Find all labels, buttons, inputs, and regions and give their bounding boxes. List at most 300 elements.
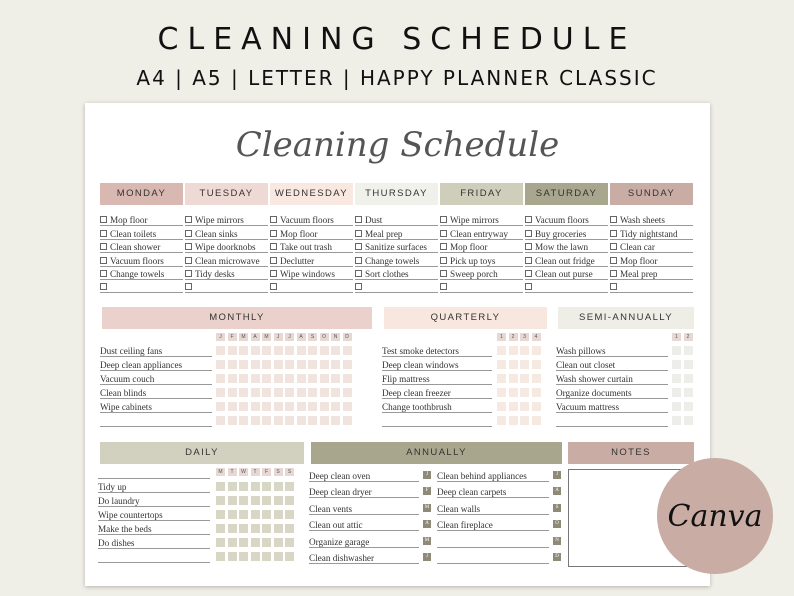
task-label: Mop floor xyxy=(620,255,658,266)
day-header: TUESDAY xyxy=(185,183,268,205)
checkbox[interactable] xyxy=(285,388,294,397)
semi-annually-header: SEMI-ANNUALLY xyxy=(558,307,694,329)
checkbox-row xyxy=(216,549,297,563)
checkbox[interactable] xyxy=(285,374,294,383)
day-task-row xyxy=(525,280,608,293)
checkbox[interactable] xyxy=(343,402,352,411)
checkbox[interactable] xyxy=(520,402,529,411)
checkbox[interactable] xyxy=(274,538,283,547)
task-checkbox[interactable] xyxy=(525,216,532,223)
checkbox[interactable] xyxy=(285,552,294,561)
column-letter: 1 xyxy=(497,333,506,341)
monthly-month-letters xyxy=(216,333,354,341)
month-tag: F xyxy=(423,487,431,495)
task-label: Tidy up xyxy=(98,482,127,492)
checkbox[interactable] xyxy=(262,402,271,411)
checkbox-row xyxy=(672,357,695,371)
task-checkbox[interactable] xyxy=(610,283,617,290)
task-checkbox[interactable] xyxy=(610,216,617,223)
checkbox[interactable] xyxy=(308,360,317,369)
task-checkbox[interactable] xyxy=(355,283,362,290)
task-label: Clean behind appliances xyxy=(437,470,527,481)
checkbox[interactable] xyxy=(251,482,260,491)
checkbox[interactable] xyxy=(520,374,529,383)
checkbox[interactable] xyxy=(297,360,306,369)
checkbox[interactable] xyxy=(285,524,294,533)
task-row xyxy=(382,385,492,399)
checkbox[interactable] xyxy=(239,538,248,547)
task-checkbox[interactable] xyxy=(440,243,447,250)
task-checkbox[interactable] xyxy=(525,257,532,264)
checkbox[interactable] xyxy=(216,360,225,369)
task-label: Sanitize surfaces xyxy=(365,242,427,253)
task-row xyxy=(100,371,212,385)
task-label: Tidy nightstand xyxy=(620,228,678,239)
checkbox[interactable] xyxy=(285,496,294,505)
task-row xyxy=(98,521,210,535)
task-row xyxy=(556,371,668,385)
task-checkbox[interactable] xyxy=(100,257,107,264)
semi-annually-task-list xyxy=(556,343,668,427)
column-letter: 2 xyxy=(684,333,693,341)
checkbox[interactable] xyxy=(239,346,248,355)
task-checkbox[interactable] xyxy=(270,243,277,250)
task-checkbox[interactable] xyxy=(270,257,277,264)
task-checkbox[interactable] xyxy=(440,230,447,237)
checkbox[interactable] xyxy=(532,416,541,425)
checkbox-row xyxy=(216,535,297,549)
day-task-row xyxy=(270,240,353,253)
checkbox[interactable] xyxy=(274,482,283,491)
task-checkbox[interactable] xyxy=(185,230,192,237)
checkbox[interactable] xyxy=(297,416,306,425)
checkbox[interactable] xyxy=(532,360,541,369)
task-checkbox[interactable] xyxy=(525,270,532,277)
monthly-checkbox-grid xyxy=(216,343,354,427)
task-label: Change towels xyxy=(365,255,420,266)
checkbox[interactable] xyxy=(320,360,329,369)
checkbox[interactable] xyxy=(509,416,518,425)
task-label: Wash sheets xyxy=(620,215,665,226)
checkbox[interactable] xyxy=(274,360,283,369)
checkbox[interactable] xyxy=(497,374,506,383)
checkbox[interactable] xyxy=(320,346,329,355)
checkbox-row xyxy=(497,385,543,399)
month-tag: A xyxy=(553,487,561,495)
checkbox[interactable] xyxy=(497,360,506,369)
checkbox[interactable] xyxy=(509,346,518,355)
task-checkbox[interactable] xyxy=(355,257,362,264)
checkbox[interactable] xyxy=(262,360,271,369)
column-letter: N xyxy=(331,333,340,341)
checkbox[interactable] xyxy=(239,524,248,533)
checkbox[interactable] xyxy=(285,416,294,425)
checkbox[interactable] xyxy=(216,374,225,383)
monthly-header: MONTHLY xyxy=(102,307,372,329)
task-label: Deep clean windows xyxy=(382,360,459,370)
task-label: Deep clean carpets xyxy=(437,487,507,497)
checkbox[interactable] xyxy=(216,524,225,533)
quarterly-header: QUARTERLY xyxy=(384,307,547,329)
semi-annually-checkbox-grid xyxy=(672,343,695,427)
checkbox-row xyxy=(216,521,297,535)
header-subtitle: A4 | A5 | LETTER | HAPPY PLANNER CLASSIC xyxy=(136,66,658,90)
checkbox[interactable] xyxy=(251,416,260,425)
sheet-title: Cleaning Schedule xyxy=(235,125,560,165)
column-letter: A xyxy=(297,333,306,341)
checkbox[interactable] xyxy=(239,510,248,519)
checkbox[interactable] xyxy=(684,402,693,411)
checkbox-row xyxy=(672,413,695,427)
checkbox[interactable] xyxy=(274,496,283,505)
checkbox[interactable] xyxy=(239,388,248,397)
task-label: Dust xyxy=(365,215,383,226)
annually-right-list xyxy=(437,465,559,564)
checkbox[interactable] xyxy=(672,346,681,355)
checkbox[interactable] xyxy=(297,402,306,411)
checkbox[interactable] xyxy=(251,360,260,369)
checkbox[interactable] xyxy=(497,388,506,397)
checkbox[interactable] xyxy=(216,552,225,561)
day-task-row xyxy=(610,240,693,253)
checkbox[interactable] xyxy=(320,416,329,425)
annual-task-row xyxy=(309,465,428,482)
checkbox[interactable] xyxy=(285,360,294,369)
checkbox[interactable] xyxy=(239,482,248,491)
task-label: Organize documents xyxy=(556,388,632,398)
checkbox[interactable] xyxy=(262,388,271,397)
checkbox[interactable] xyxy=(520,388,529,397)
task-label: Clean sinks xyxy=(195,228,238,239)
column-letter: D xyxy=(343,333,352,341)
checkbox[interactable] xyxy=(532,374,541,383)
task-label: Take out trash xyxy=(280,242,332,253)
annually-left-list xyxy=(309,465,430,564)
checkbox[interactable] xyxy=(497,346,506,355)
checkbox[interactable] xyxy=(228,538,237,547)
checkbox[interactable] xyxy=(285,510,294,519)
checkbox[interactable] xyxy=(251,374,260,383)
task-checkbox[interactable] xyxy=(100,216,107,223)
checkbox[interactable] xyxy=(216,416,225,425)
checkbox[interactable] xyxy=(343,360,352,369)
checkbox[interactable] xyxy=(228,360,237,369)
task-checkbox[interactable] xyxy=(610,243,617,250)
checkbox[interactable] xyxy=(684,388,693,397)
day-task-row xyxy=(270,253,353,266)
task-row xyxy=(556,399,668,413)
day-task-row xyxy=(185,240,268,253)
checkbox[interactable] xyxy=(262,510,271,519)
checkbox[interactable] xyxy=(684,416,693,425)
day-task-row xyxy=(185,267,268,280)
checkbox[interactable] xyxy=(331,374,340,383)
task-checkbox[interactable] xyxy=(270,270,277,277)
checkbox[interactable] xyxy=(239,402,248,411)
checkbox[interactable] xyxy=(297,374,306,383)
task-row xyxy=(556,413,668,427)
checkbox[interactable] xyxy=(672,416,681,425)
day-task-row xyxy=(270,213,353,226)
annual-task-row xyxy=(309,548,428,565)
task-label: Tidy desks xyxy=(195,268,235,279)
task-label: Sweep porch xyxy=(450,268,498,279)
checkbox[interactable] xyxy=(343,346,352,355)
task-label: Deep clean appliances xyxy=(100,360,183,370)
day-column xyxy=(355,183,438,293)
task-row xyxy=(100,413,212,427)
checkbox[interactable] xyxy=(228,482,237,491)
day-task-list xyxy=(525,213,608,293)
day-task-row xyxy=(610,213,693,226)
annual-task-row xyxy=(437,515,559,532)
annual-task-row xyxy=(437,548,559,565)
day-task-row xyxy=(100,226,183,239)
checkbox[interactable] xyxy=(532,402,541,411)
day-task-row xyxy=(185,253,268,266)
task-checkbox[interactable] xyxy=(610,270,617,277)
checkbox[interactable] xyxy=(239,496,248,505)
task-checkbox[interactable] xyxy=(355,216,362,223)
task-label: Wipe doorknobs xyxy=(195,242,256,253)
task-label: Declutter xyxy=(280,255,315,266)
checkbox[interactable] xyxy=(262,496,271,505)
daily-weekday-letters xyxy=(216,468,297,476)
checkbox[interactable] xyxy=(285,538,294,547)
checkbox[interactable] xyxy=(532,388,541,397)
checkbox[interactable] xyxy=(251,510,260,519)
checkbox[interactable] xyxy=(684,346,693,355)
checkbox[interactable] xyxy=(331,388,340,397)
day-task-row xyxy=(185,280,268,293)
task-label: Wipe mirrors xyxy=(195,215,244,226)
checkbox[interactable] xyxy=(274,510,283,519)
task-row xyxy=(556,385,668,399)
checkbox[interactable] xyxy=(497,402,506,411)
checkbox[interactable] xyxy=(497,416,506,425)
checkbox[interactable] xyxy=(239,374,248,383)
checkbox[interactable] xyxy=(251,496,260,505)
day-task-row xyxy=(610,280,693,293)
task-label: Mop floor xyxy=(110,215,148,226)
checkbox[interactable] xyxy=(320,388,329,397)
checkbox[interactable] xyxy=(684,374,693,383)
checkbox[interactable] xyxy=(228,374,237,383)
task-label: Do laundry xyxy=(98,496,140,506)
checkbox[interactable] xyxy=(520,346,529,355)
checkbox[interactable] xyxy=(216,538,225,547)
column-letter: F xyxy=(262,468,271,476)
checkbox[interactable] xyxy=(216,388,225,397)
task-checkbox[interactable] xyxy=(100,283,107,290)
task-checkbox[interactable] xyxy=(185,216,192,223)
checkbox[interactable] xyxy=(672,402,681,411)
column-letter: W xyxy=(239,468,248,476)
checkbox[interactable] xyxy=(274,552,283,561)
checkbox[interactable] xyxy=(262,482,271,491)
checkbox[interactable] xyxy=(274,374,283,383)
checkbox[interactable] xyxy=(320,402,329,411)
task-checkbox[interactable] xyxy=(440,216,447,223)
day-task-row xyxy=(100,267,183,280)
checkbox[interactable] xyxy=(251,524,260,533)
task-label: Clean out attic xyxy=(309,520,363,530)
checkbox[interactable] xyxy=(274,346,283,355)
task-label: Clean toilets xyxy=(110,228,157,239)
checkbox[interactable] xyxy=(308,388,317,397)
checkbox[interactable] xyxy=(308,346,317,355)
checkbox[interactable] xyxy=(509,402,518,411)
task-checkbox[interactable] xyxy=(270,283,277,290)
task-checkbox[interactable] xyxy=(355,270,362,277)
task-checkbox[interactable] xyxy=(610,257,617,264)
task-checkbox[interactable] xyxy=(185,283,192,290)
task-checkbox[interactable] xyxy=(185,257,192,264)
column-letter: J xyxy=(216,333,225,341)
checkbox[interactable] xyxy=(343,388,352,397)
checkbox[interactable] xyxy=(343,374,352,383)
checkbox[interactable] xyxy=(262,346,271,355)
month-tag: A xyxy=(423,520,431,528)
checkbox[interactable] xyxy=(331,360,340,369)
checkbox[interactable] xyxy=(228,552,237,561)
task-checkbox[interactable] xyxy=(525,243,532,250)
checkbox-row xyxy=(216,385,354,399)
checkbox[interactable] xyxy=(672,360,681,369)
checkbox[interactable] xyxy=(228,524,237,533)
day-task-row xyxy=(440,240,523,253)
day-task-row xyxy=(355,280,438,293)
task-checkbox[interactable] xyxy=(440,283,447,290)
task-label: Pick up toys xyxy=(450,255,496,266)
checkbox[interactable] xyxy=(251,388,260,397)
quarterly-checkbox-grid xyxy=(497,343,543,427)
checkbox[interactable] xyxy=(331,402,340,411)
checkbox[interactable] xyxy=(274,388,283,397)
checkbox[interactable] xyxy=(216,346,225,355)
checkbox[interactable] xyxy=(297,388,306,397)
checkbox[interactable] xyxy=(262,416,271,425)
day-header: THURSDAY xyxy=(355,183,438,205)
task-row xyxy=(100,399,212,413)
checkbox[interactable] xyxy=(239,552,248,561)
annual-task-row xyxy=(437,482,559,499)
checkbox[interactable] xyxy=(228,416,237,425)
task-checkbox[interactable] xyxy=(440,270,447,277)
checkbox[interactable] xyxy=(216,496,225,505)
checkbox[interactable] xyxy=(251,538,260,547)
checkbox[interactable] xyxy=(297,346,306,355)
checkbox[interactable] xyxy=(262,552,271,561)
checkbox[interactable] xyxy=(509,360,518,369)
checkbox[interactable] xyxy=(251,402,260,411)
checkbox[interactable] xyxy=(509,374,518,383)
task-checkbox[interactable] xyxy=(185,270,192,277)
checkbox[interactable] xyxy=(228,510,237,519)
checkbox[interactable] xyxy=(509,388,518,397)
day-header: WEDNESDAY xyxy=(270,183,353,205)
checkbox[interactable] xyxy=(239,360,248,369)
day-task-row xyxy=(440,267,523,280)
task-checkbox[interactable] xyxy=(610,230,617,237)
task-label: Mop floor xyxy=(450,242,488,253)
checkbox[interactable] xyxy=(228,346,237,355)
checkbox[interactable] xyxy=(672,388,681,397)
task-checkbox[interactable] xyxy=(355,243,362,250)
checkbox[interactable] xyxy=(285,482,294,491)
checkbox[interactable] xyxy=(285,402,294,411)
column-letter: S xyxy=(274,468,283,476)
checkbox[interactable] xyxy=(520,416,529,425)
checkbox[interactable] xyxy=(308,402,317,411)
checkbox[interactable] xyxy=(308,416,317,425)
checkbox[interactable] xyxy=(274,416,283,425)
checkbox[interactable] xyxy=(216,482,225,491)
checkbox-row xyxy=(672,385,695,399)
task-checkbox[interactable] xyxy=(100,243,107,250)
checkbox[interactable] xyxy=(520,360,529,369)
checkbox[interactable] xyxy=(251,346,260,355)
task-row xyxy=(382,343,492,357)
checkbox-row xyxy=(216,507,297,521)
task-checkbox[interactable] xyxy=(440,257,447,264)
checkbox-row xyxy=(672,343,695,357)
checkbox[interactable] xyxy=(331,346,340,355)
day-task-row xyxy=(100,213,183,226)
task-checkbox[interactable] xyxy=(100,270,107,277)
task-checkbox[interactable] xyxy=(525,230,532,237)
checkbox[interactable] xyxy=(216,402,225,411)
task-checkbox[interactable] xyxy=(100,230,107,237)
checkbox[interactable] xyxy=(228,496,237,505)
checkbox[interactable] xyxy=(343,416,352,425)
checkbox[interactable] xyxy=(239,416,248,425)
checkbox[interactable] xyxy=(285,346,294,355)
checkbox[interactable] xyxy=(320,374,329,383)
checkbox[interactable] xyxy=(308,374,317,383)
checkbox[interactable] xyxy=(251,552,260,561)
task-checkbox[interactable] xyxy=(185,243,192,250)
checkbox[interactable] xyxy=(262,524,271,533)
checkbox[interactable] xyxy=(684,360,693,369)
checkbox[interactable] xyxy=(216,510,225,519)
checkbox[interactable] xyxy=(228,388,237,397)
checkbox[interactable] xyxy=(228,402,237,411)
checkbox[interactable] xyxy=(331,416,340,425)
task-row xyxy=(556,343,668,357)
task-row xyxy=(98,465,210,479)
month-tag: O xyxy=(553,520,561,528)
annually-header: ANNUALLY xyxy=(311,442,562,464)
day-column xyxy=(270,183,353,293)
task-checkbox[interactable] xyxy=(355,230,362,237)
checkbox[interactable] xyxy=(274,402,283,411)
task-checkbox[interactable] xyxy=(525,283,532,290)
column-letter: 1 xyxy=(672,333,681,341)
checkbox[interactable] xyxy=(532,346,541,355)
task-checkbox[interactable] xyxy=(270,216,277,223)
checkbox[interactable] xyxy=(274,524,283,533)
checkbox[interactable] xyxy=(672,374,681,383)
task-label: Make the beds xyxy=(98,524,152,534)
checkbox[interactable] xyxy=(262,374,271,383)
month-tag: M xyxy=(424,504,430,510)
task-checkbox[interactable] xyxy=(270,230,277,237)
column-letter: 4 xyxy=(532,333,541,341)
column-letter: O xyxy=(320,333,329,341)
checkbox[interactable] xyxy=(262,538,271,547)
daily-checkbox-grid xyxy=(216,479,297,563)
